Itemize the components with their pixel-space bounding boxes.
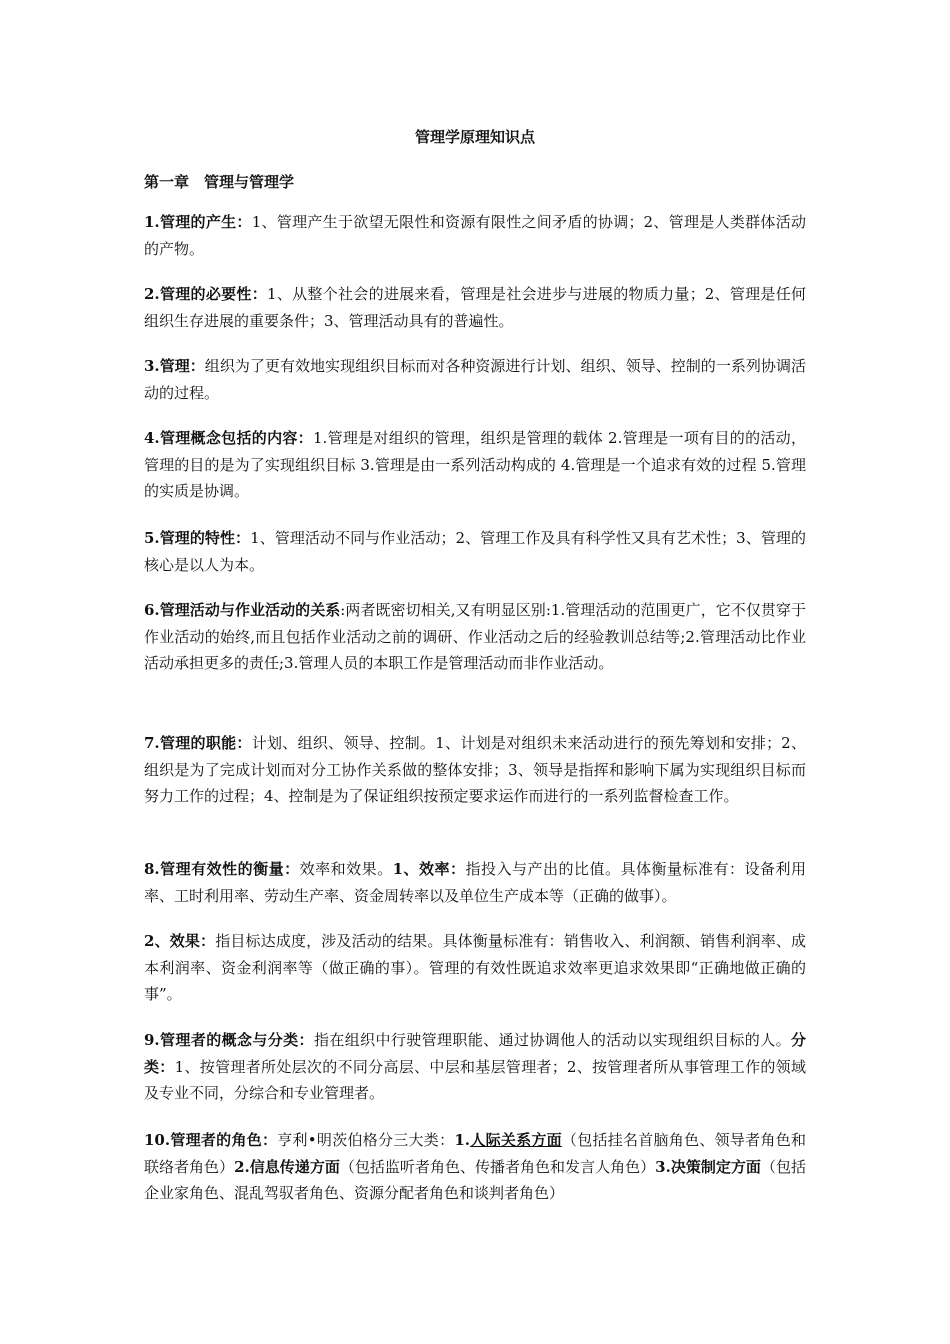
- bold-run: 8.管理有效性的衡量：: [144, 860, 300, 878]
- bold-run: 5.管理的特性：: [144, 529, 251, 547]
- text-run: （包括企业家角色、混乱驾驭者角色、资源分配者角色和谈判者角色）: [144, 1157, 806, 1202]
- text-run: （包括挂名首脑角色、领导者角色和联络者角色）: [144, 1131, 806, 1176]
- bold-run: 1.管理的产生：: [144, 213, 252, 231]
- bold-run: 9.管理者的概念与分类：: [144, 1031, 314, 1049]
- chapter-heading: 第一章 管理与管理学: [144, 173, 295, 191]
- text-run: 组织为了更有效地实现组织目标而对各种资源进行计划、组织、领导、控制的一系列协调活动的过程。: [144, 357, 806, 402]
- text-run: 1、管理产生于欲望无限性和资源有限性之间矛盾的协调；2、管理是人类群体活动的产物。: [144, 213, 806, 258]
- text-run: 计划、组织、领导、控制。1、计划是对组织未来活动进行的预先筹划和安排；2、组织是为了完成计划而对分工协作关系做的整体安排；3、领导是指挥和影响下属为实现组织目标而努力工作的过程；4、控制是为了保证组织按预定要求运作而进行的一系列监督检查工作。: [144, 734, 806, 805]
- paragraph-6: [144, 597, 806, 677]
- bold-run: 4.管理概念包括的内容：: [144, 429, 313, 447]
- text-run: 1、按管理者所处层次的不同分高层、中层和基层管理者；2、按管理者所从事管理工作的领域及专业不同，分综合和专业管理者。: [144, 1057, 806, 1102]
- text-run: 指目标达成度，涉及活动的结果。具体衡量标准有：销售收入、利润额、销售利润率、成本利润率、资金利润率等（做正确的事）。管理的有效性既追求效率更追求效果即“正确地做正确的事”。: [144, 932, 806, 1003]
- paragraph-3: [144, 353, 806, 406]
- bold-run: 分类：: [144, 1031, 806, 1076]
- paragraph-1: [144, 209, 806, 262]
- text-run: 效率和效果。: [299, 860, 393, 878]
- text-run: 1.管理是对组织的管理，组织是管理的载体 2.管理是一项有目的的活动，管理的目的是为了实现组织目标 3.管理是由一系列活动构成的 4.管理是一个追求有效的过程 5.管理的实质是协调。: [144, 429, 806, 500]
- paragraph-2: [144, 281, 806, 334]
- paragraph-4: [144, 425, 806, 505]
- bold-run: 10.管理者的角色：: [144, 1131, 278, 1149]
- bold-run: 1、效率：: [392, 860, 466, 878]
- bold-run: 3.管理：: [144, 357, 205, 375]
- bold-run: 2.信息传递方面: [234, 1157, 340, 1176]
- paragraph-11: [144, 1127, 806, 1207]
- bold-run: 2、效果：: [144, 932, 216, 950]
- bold-run: 1.: [454, 1131, 471, 1149]
- text-run: （包括监听者角色、传播者角色和发言人角色）: [339, 1157, 656, 1176]
- text-run: 1、从整个社会的进展来看，管理是社会进步与进展的物质力量；2、管理是任何组织生存进展的重要条件；3、管理活动具有的普遍性。: [144, 285, 806, 330]
- bold-run: 7.管理的职能：: [144, 734, 252, 752]
- paragraph-9: [144, 928, 806, 1008]
- text-run: :两者既密切相关,又有明显区别:1.管理活动的范围更广，它不仅贯穿于作业活动的始终,而且包括作业活动之前的调研、作业活动之后的经验教训总结等;2.管理活动比作业活动承担更多的责任;3.管理人员的本职工作是管理活动而非作业活动。: [144, 601, 806, 672]
- bold-run: 人际关系方面: [470, 1131, 562, 1149]
- paragraph-7: [144, 730, 806, 810]
- document-title: 管理学原理知识点: [414, 128, 535, 146]
- bold-run: 6.管理活动与作业活动的关系: [144, 601, 341, 619]
- bold-run: 2.管理的必要性：: [144, 285, 267, 303]
- text-run: 1、管理活动不同与作业活动；2、管理工作及具有科学性又具有艺术性；3、管理的核心是以人为本。: [144, 529, 806, 574]
- paragraph-8: [144, 856, 806, 909]
- paragraph-5: [144, 525, 806, 578]
- text-run: 指在组织中行驶管理职能、通过协调他人的活动以实现组织目标的人。: [313, 1031, 791, 1049]
- text-run: 亨利•明茨伯格分三大类：: [277, 1131, 455, 1149]
- paragraph-10: [144, 1027, 806, 1107]
- bold-run: 3.决策制定方面: [655, 1157, 761, 1176]
- text-run: 指投入与产出的比值。具体衡量标准有：设备利用率、工时利用率、劳动生产率、资金周转率以及单位生产成本等（正确的做事）。: [144, 860, 806, 905]
